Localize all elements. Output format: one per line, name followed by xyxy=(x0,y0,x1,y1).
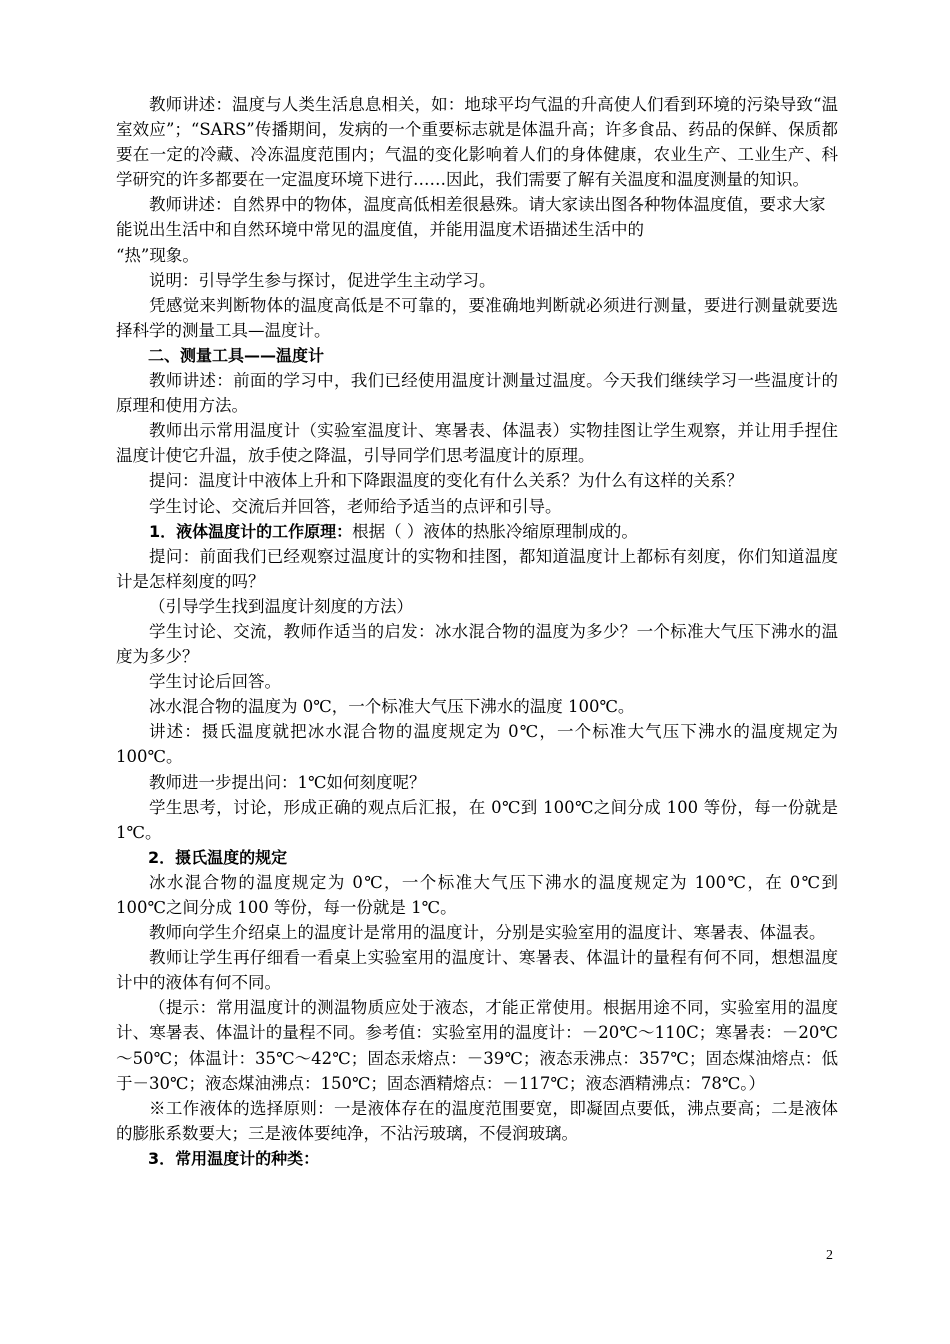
paragraph: 讲述：摄氏温度就把冰水混合物的温度规定为 0℃，一个标准大气压下沸水的温度规定为 100℃。 xyxy=(116,722,838,767)
paragraph: 教师讲述：自然界中的物体，温度高低相差很悬殊。请大家读出图各种物体温度值，要求大家能说出生活中和自然环境中常见的温度值，并能用温度术语描述生活中的 xyxy=(116,195,826,240)
paragraph: 说明：引导学生参与探讨，促进学生主动学习。 xyxy=(149,270,496,290)
paragraph: “热”现象。 xyxy=(116,245,199,265)
subsection-heading: 1．液体温度计的工作原理： xyxy=(149,521,353,541)
paragraph: （提示：常用温度计的测温物质应处于液态，才能正常使用。根据用途不同，实验室用的温度计、寒暑表、体温计的量程不同。参考值：实验室用的温度计：－20℃～110C；寒暑表：－20℃～50℃；体温计：35℃～42℃；固态汞熔点：－39℃；液态汞沸点：357℃；固态煤油熔点：低于－30℃；液态煤油沸点：150℃；固态酒精熔点：－117℃；液态酒精沸点：78℃。） xyxy=(116,998,838,1093)
paragraph: 学生讨论、交流，教师作适当的启发：冰水混合物的温度为多少？一个标准大气压下沸水的温度为多少？ xyxy=(116,621,838,667)
paragraph: 教师出示常用温度计（实验室温度计、寒暑表、体温表）实物挂图让学生观察，并让用手捏住温度计使它升温，放手使之降温，引导同学们思考温度计的原理。 xyxy=(116,421,838,466)
paragraph: ※工作液体的选择原则：一是液体存在的温度范围要宽，即凝固点要低，沸点要高；二是液体的膨胀系数要大；三是液体要纯净，不沾污玻璃，不侵润玻璃。 xyxy=(116,1098,838,1143)
paragraph: 提问：温度计中液体上升和下降跟温度的变化有什么关系？为什么有这样的关系？ xyxy=(149,471,743,491)
paragraph: 教师讲述：温度与人类生活息息相关，如：地球平均气温的升高使人们看到环境的污染导致“温室效应”；“SARS”传播期间，发病的一个重要标志就是体温升高；许多食品、药品的保鲜、保质都要在一定的冷藏、冷冻温度范围内；气温的变化影响着人们的身体健康，农业生产、工业生产、科学研究的许多都要在一定温度环境下进行……因此，我们需要了解有关温度和温度测量的知识。 xyxy=(116,95,838,190)
subsection-heading: 3．常用温度计的种类： xyxy=(148,1148,320,1168)
paragraph-text: 根据（ ）液体的热胀冷缩原理制成的。 xyxy=(352,521,638,541)
paragraph: 学生思考，讨论，形成正确的观点后汇报，在 0℃到 100℃之间分成 100 等份，每一份就是 1℃。 xyxy=(116,797,838,842)
subsection-heading: 2．摄氏温度的规定 xyxy=(148,847,288,867)
paragraph: （引导学生找到温度计刻度的方法） xyxy=(149,596,413,616)
paragraph: 教师讲述：前面的学习中，我们已经使用温度计测量过温度。今天我们继续学习一些温度计的原理和使用方法。 xyxy=(116,371,838,416)
paragraph: 教师进一步提出问：1℃如何刻度呢？ xyxy=(149,772,426,792)
page-number: 2 xyxy=(826,1248,833,1263)
paragraph: 教师向学生介绍桌上的温度计是常用的温度计，分别是实验室用的温度计、寒暑表、体温表。 xyxy=(149,923,826,943)
paragraph: 凭感觉来判断物体的温度高低是不可靠的，要准确地判断就必须进行测量，要进行测量就要选择科学的测量工具—温度计。 xyxy=(116,295,838,340)
paragraph: 冰水混合物的温度规定为 0℃，一个标准大气压下沸水的温度规定为 100℃，在 0℃到 100℃之间分成 100 等份，每一份就是 1℃。 xyxy=(116,872,838,917)
section-heading: 二、测量工具——温度计 xyxy=(148,345,325,365)
paragraph: 提问：前面我们已经观察过温度计的实物和挂图，都知道温度计上都标有刻度，你们知道温度计是怎样刻度的吗？ xyxy=(116,546,838,591)
document-body xyxy=(116,92,838,1171)
paragraph: 冰水混合物的温度为 0℃，一个标准大气压下沸水的温度 100℃。 xyxy=(149,697,635,717)
paragraph: 教师让学生再仔细看一看桌上实验室用的温度计、寒暑表、体温计的量程有何不同，想想温度计中的液体有何不同。 xyxy=(116,948,838,993)
paragraph xyxy=(116,519,838,544)
paragraph: 学生讨论后回答。 xyxy=(149,672,281,692)
paragraph: 学生讨论、交流后并回答，老师给予适当的点评和引导。 xyxy=(149,496,562,516)
